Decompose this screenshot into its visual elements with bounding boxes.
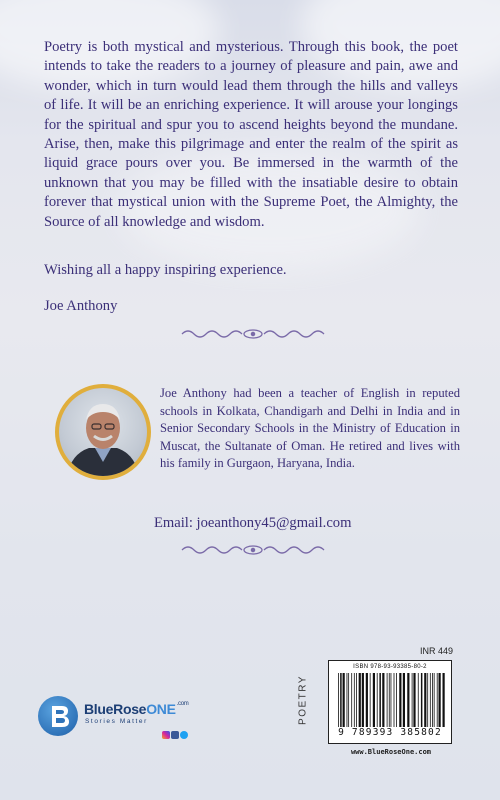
author-photo <box>55 384 151 480</box>
barcode-bar <box>362 673 364 727</box>
barcode-bar <box>338 673 339 727</box>
author-bio: Joe Anthony had been a teacher of English in reputed schools in Kolkata, Chandigarh and Delhi in India and in Senior Secondary Schools in the Ministry of Education in Muscat, the Sultanate of Oman. He retired and lives with his family in Gurgaon, Haryana, India. <box>160 386 460 471</box>
barcode-bar <box>377 673 378 727</box>
ornament-divider-top <box>178 327 328 341</box>
barcode-bar <box>434 673 435 727</box>
barcode-bar <box>373 673 375 727</box>
barcode-bar <box>359 673 361 727</box>
barcode-bar <box>424 673 426 727</box>
publisher-name: BlueRoseONE$^{.com}$ <box>84 701 189 717</box>
barcode-bar <box>407 673 409 727</box>
barcode-bar <box>437 673 438 727</box>
barcode-bar <box>370 673 371 727</box>
barcode-bar <box>347 673 348 727</box>
isbn-barcode <box>328 660 452 744</box>
barcode-bar <box>394 673 395 727</box>
barcode-bar <box>430 673 431 727</box>
social-icons <box>162 726 189 736</box>
barcode-bar <box>340 673 342 727</box>
barcode-bar <box>432 673 433 727</box>
publisher-logo-icon <box>38 696 78 736</box>
isbn-digits: 9 789393 385802 <box>338 727 442 738</box>
barcode-bar <box>354 673 355 727</box>
isbn-label: ISBN 978-93-93385-80-2 <box>353 664 427 670</box>
barcode-bar <box>343 673 345 727</box>
barcode-bar <box>427 673 428 727</box>
barcode-bar <box>418 673 419 727</box>
barcode-bar <box>413 673 415 727</box>
barcode-bar <box>366 673 368 727</box>
barcode-bar <box>399 673 401 727</box>
barcode-bar <box>387 673 388 727</box>
barcode-bar <box>379 673 381 727</box>
ornament-divider-bottom <box>178 543 328 557</box>
genre-label: POETRY <box>297 675 309 725</box>
author-signature: Joe Anthony <box>44 298 118 314</box>
barcode-bar <box>421 673 423 727</box>
facebook-icon <box>171 731 179 739</box>
barcode-bar <box>403 673 405 727</box>
closing-wish: Wishing all a happy inspiring experience. <box>44 262 287 278</box>
barcode-bars <box>337 673 445 727</box>
author-email: Email: joeanthony45@gmail.com <box>154 515 352 531</box>
barcode-bar <box>382 673 384 727</box>
barcode-bar <box>439 673 441 727</box>
barcode-bar <box>443 673 445 727</box>
publisher-website: www.BlueRoseOne.com <box>350 748 432 756</box>
barcode-bar <box>351 673 352 727</box>
barcode-bar <box>348 673 349 727</box>
price-label: INR 449 <box>420 646 454 656</box>
barcode-bar <box>356 673 357 727</box>
barcode-bar <box>389 673 390 727</box>
barcode-bar <box>391 673 392 727</box>
publisher-tagline: Stories Matter <box>85 718 148 725</box>
barcode-bar <box>412 673 413 727</box>
blurb-paragraph: Poetry is both mystical and mysterious. Through this book, the poet intends to take the readers to a journey of pleasure and pain, awe and wonder, which in turn would lead them through the hills and valleys of life. It will be an enriching experience. It will arouse your longings for the spiritual and spur you to ascend heights beyond the mundane. Arise, then, make this pilgrimage and enter the realm of the spirit as liquid grace pours over you. Be immersed in the warmth of the unknown that you may be filled with the insatiable desire to obtain forever that mystical union with the Supreme Poet, the Almighty, the Source of all knowledge and wisdom. <box>44 39 458 230</box>
barcode-bar <box>396 673 397 727</box>
twitter-icon <box>180 731 188 739</box>
instagram-icon <box>162 731 170 739</box>
